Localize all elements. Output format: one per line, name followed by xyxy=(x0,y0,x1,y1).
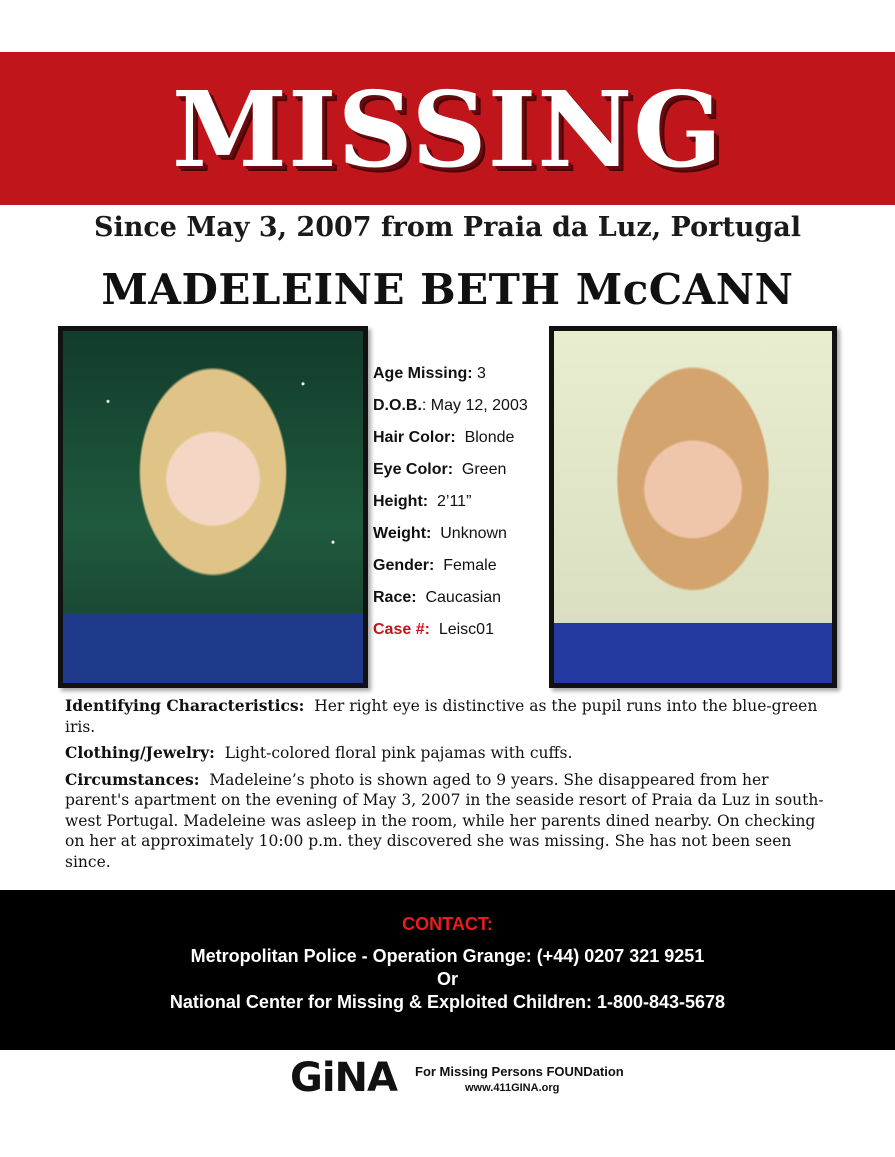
stat-value: Green xyxy=(461,461,507,478)
stat-dob xyxy=(373,394,548,426)
contact-or: Or xyxy=(436,969,458,989)
website-link[interactable]: www.411GINA.org xyxy=(465,1082,560,1094)
child-photo xyxy=(58,326,368,688)
stat-weight xyxy=(373,522,548,554)
clothing-paragraph xyxy=(65,743,835,764)
clothing-label: Clothing/Jewelry: xyxy=(65,743,215,762)
stats-list xyxy=(373,362,548,650)
stat-value: 2’11” xyxy=(437,493,472,510)
stat-label: Race: xyxy=(373,589,417,606)
circumstances-label: Circumstances: xyxy=(65,769,200,789)
stat-value: Leisc01 xyxy=(438,621,494,638)
stat-eye xyxy=(373,458,548,490)
stat-label: Age Missing: xyxy=(373,365,473,382)
stat-label: D.O.B. xyxy=(373,397,422,414)
stat-label: Weight: xyxy=(373,525,432,542)
stat-hair xyxy=(373,426,548,458)
stat-value: Female xyxy=(443,557,497,574)
circumstances-text: Madeleine’s photo is shown aged to 9 years. She disappeared from her parent's apartment on the evening of May 3, 2007 in the seaside resort of Praia da Luz in south-west Portugal. Madeleine was asleep in the room, while her parents dined nearby. On checking on her at approximately 10:00 p.m. they discovered she was missing. She has not been seen since. xyxy=(65,770,824,871)
missing-since-line: Since May 3, 2007 from Praia da Luz, Portugal xyxy=(93,212,802,243)
stat-label: Gender: xyxy=(373,557,435,574)
contact-ncmec-line: National Center for Missing & Exploited Children: 1-800-843-5678 xyxy=(169,992,726,1012)
age-progressed-photo xyxy=(549,326,837,688)
details-section xyxy=(65,696,835,878)
contact-section xyxy=(0,890,895,1050)
clothing-text: Light-colored floral pink pajamas with cuffs. xyxy=(224,744,573,762)
stat-gender xyxy=(373,554,548,586)
missing-title: MISSING xyxy=(171,68,724,191)
stat-value: : May 12, 2003 xyxy=(421,397,528,414)
stat-label: Height: xyxy=(373,493,429,510)
circumstances-paragraph xyxy=(65,770,835,873)
footer xyxy=(290,1056,630,1106)
contact-heading: CONTACT: xyxy=(402,914,493,934)
stat-label: Hair Color: xyxy=(373,429,456,446)
identifying-text: Her right eye is distinctive as the pupil runs into the blue-green iris. xyxy=(65,697,818,736)
missing-banner xyxy=(0,52,895,205)
stat-label: Case #: xyxy=(373,621,430,638)
foundation-tagline: For Missing Persons FOUNDation xyxy=(415,1064,624,1079)
identifying-label: Identifying Characteristics: xyxy=(65,696,305,715)
stat-race xyxy=(373,586,548,618)
contact-police-line: Metropolitan Police - Operation Grange: (+44) 0207 321 9251 xyxy=(190,946,705,966)
stat-value: Caucasian xyxy=(425,589,502,606)
photo-shirt xyxy=(554,623,832,683)
photo-shirt xyxy=(63,613,363,683)
person-name: MADELEINE BETH McCANN xyxy=(101,265,794,314)
gina-logo: GiNA xyxy=(290,1055,397,1101)
stat-value: Unknown xyxy=(440,525,507,542)
stat-age xyxy=(373,362,548,394)
identifying-paragraph xyxy=(65,696,835,737)
stat-height xyxy=(373,490,548,522)
stat-label: Eye Color: xyxy=(373,461,454,478)
stat-case-number xyxy=(373,618,548,650)
stat-value: 3 xyxy=(477,365,486,382)
stat-value: Blonde xyxy=(464,429,515,446)
